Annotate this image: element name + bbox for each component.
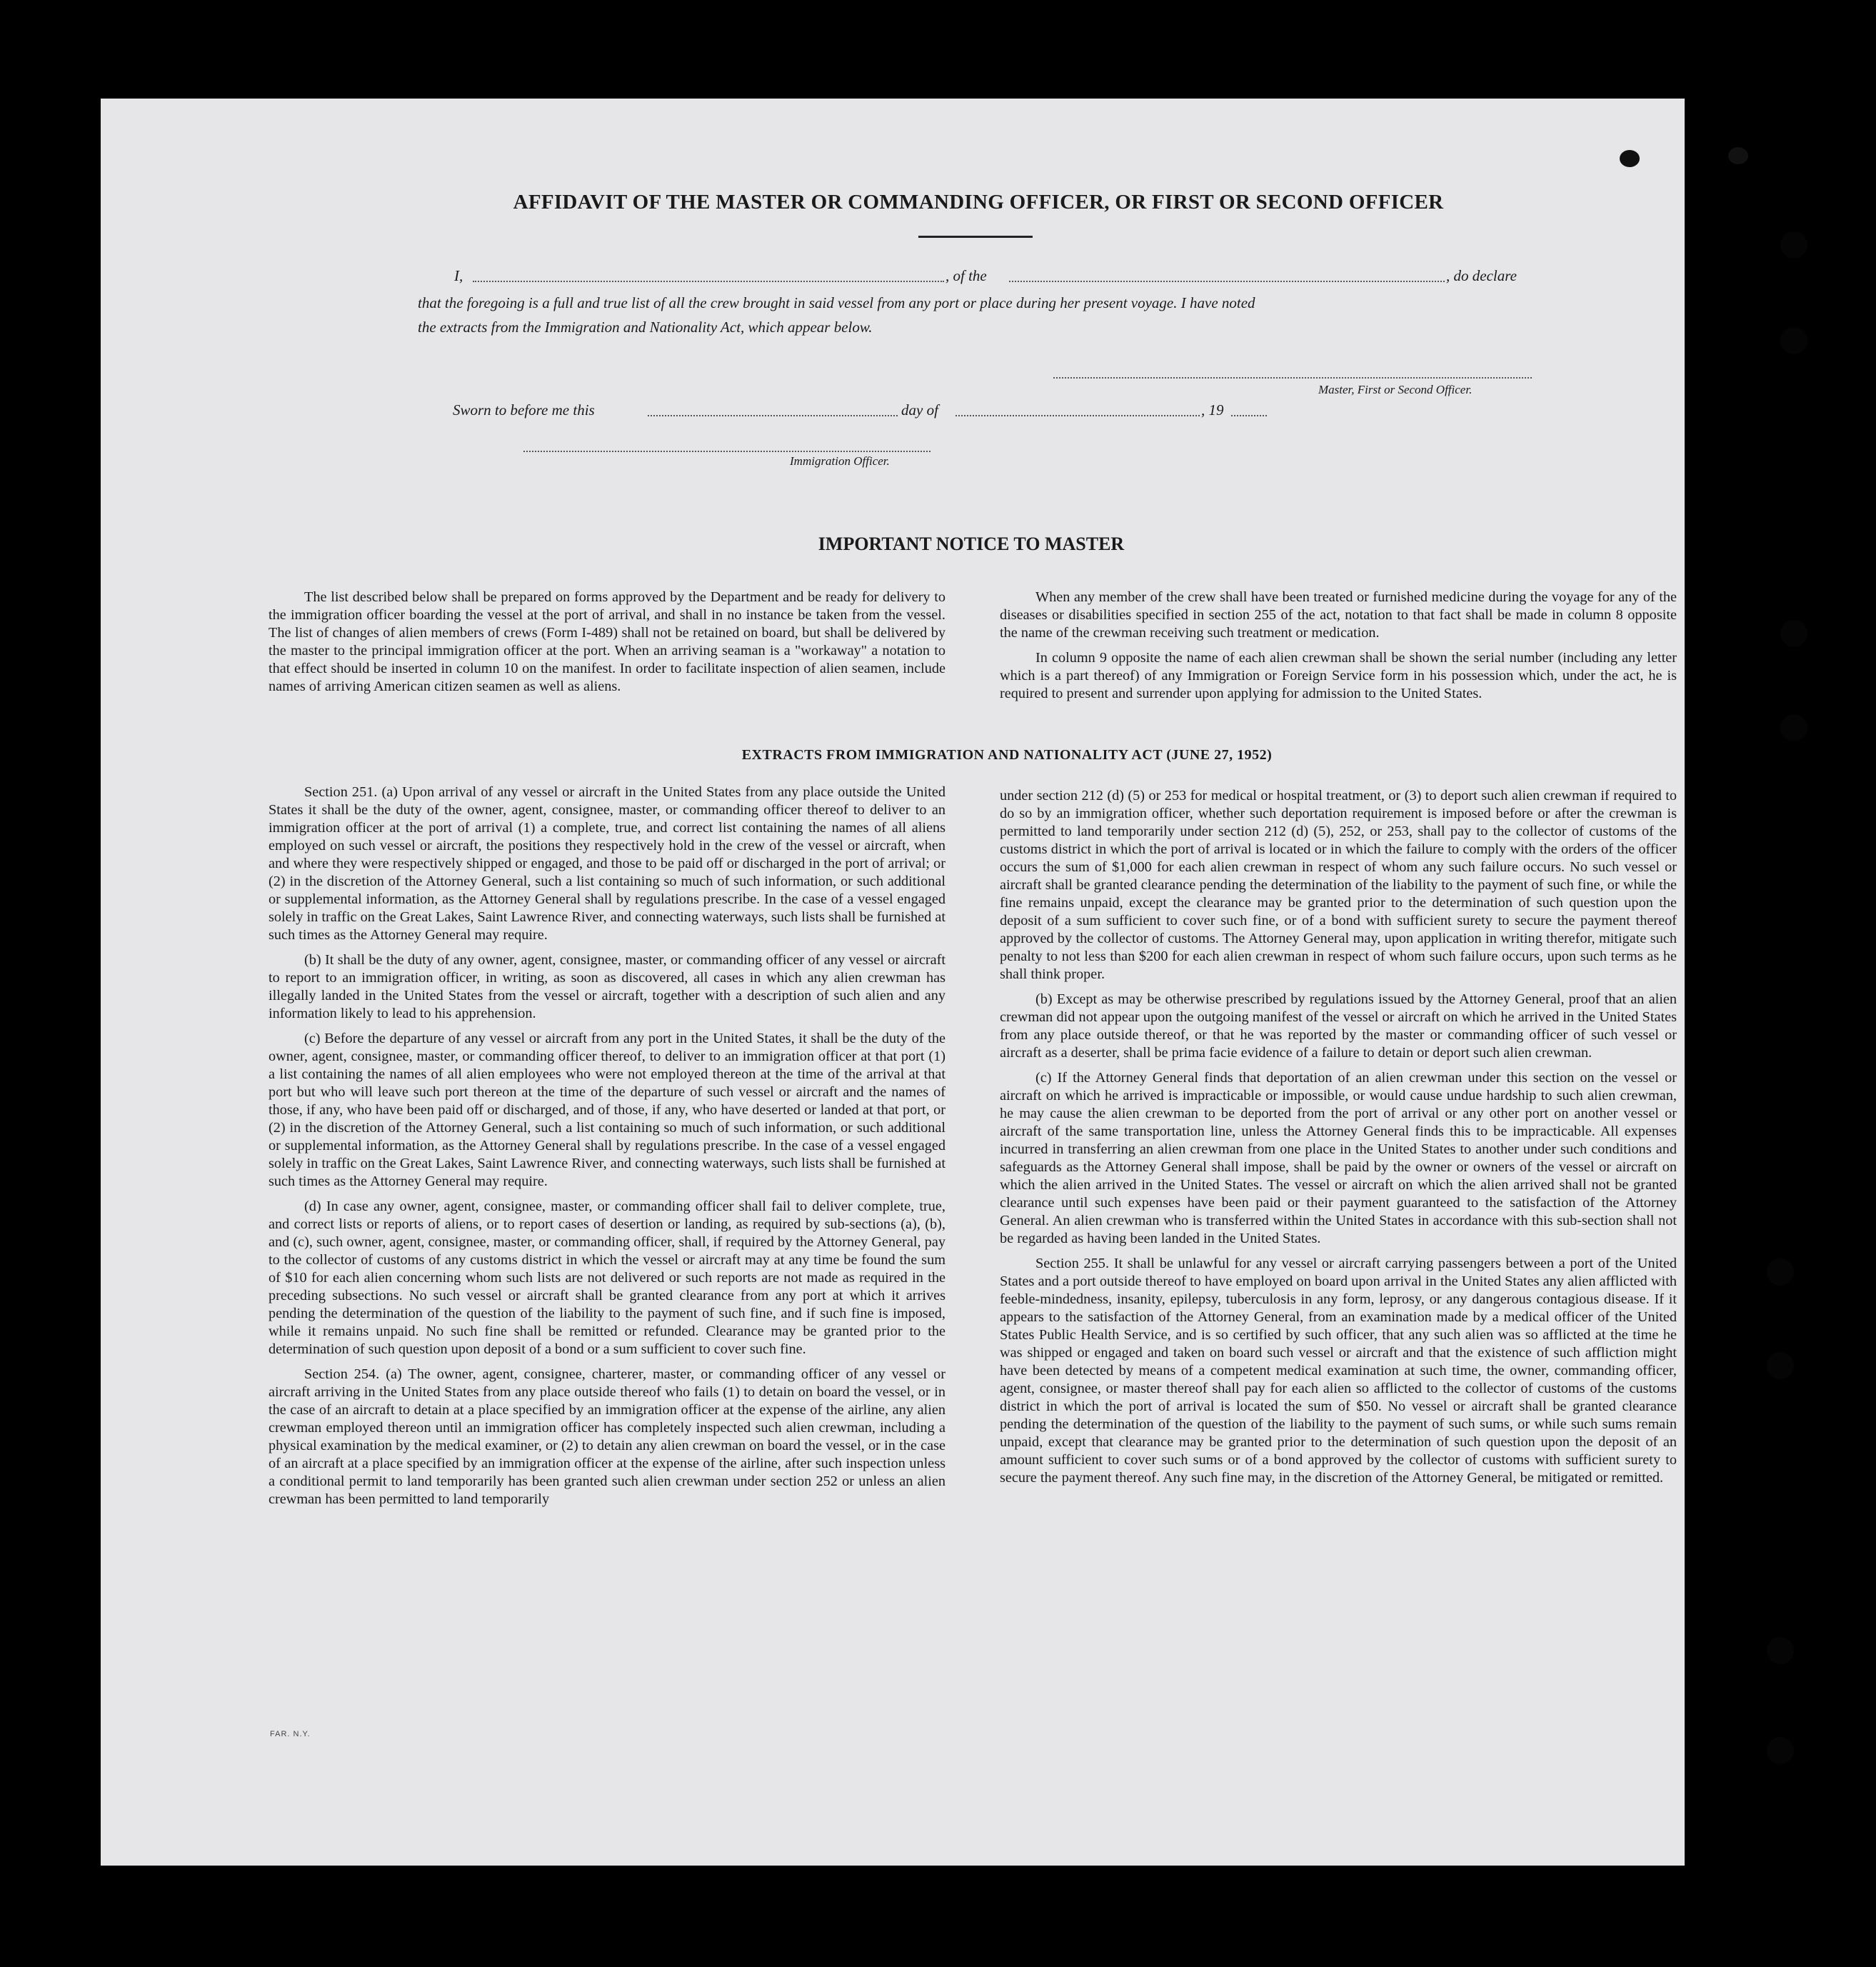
punch-hole (1780, 231, 1807, 259)
sworn-label: Sworn to before me this (453, 401, 595, 419)
punch-hole (1767, 1258, 1794, 1286)
extracts-title: EXTRACTS FROM IMMIGRATION AND NATIONALITY ACT (JUNE 27, 1952) (741, 747, 1273, 763)
section-254-a-continued: under section 212 (d) (5) or 253 for medical or hospital treatment, or (3) to deport such alien crewman if required to do so by an immigration officer, whether such deportation requirement is imposed before or after the crewman is permitted to land temporarily under section 212 (d) (5), 252, or 253, shall pay to the collector of customs of the customs district in which the port of arrival is located or in which the failure to comply with the orders of the officer occurs the sum of $1,000 for each alien crewman in respect of whom any such failure occurs. No such vessel or aircraft shall be granted clearance pending the determination of the liability to the payment of such fine, or while the fine remains unpaid, except the clearance may be granted prior to the determination of such question upon the deposit of a sum sufficient to cover such fine, or of a bond with sufficient surety to secure the payment thereof approved by the collector of customs. The Attorney General may, upon application in writing therefor, mitigate such penalty to not less than $200 for each alien crewman in respect of whom such failure occurs, upon such terms as he shall think proper. (1000, 788, 1677, 982)
notice-left-column (269, 589, 945, 696)
ink-speck (1620, 150, 1640, 167)
printer-mark: FAR. N.Y. (270, 1730, 311, 1738)
sworn-day-field[interactable] (648, 415, 898, 416)
immigration-officer-caption: Immigration Officer. (790, 454, 890, 468)
punch-hole (1780, 620, 1807, 647)
punch-hole (1767, 1637, 1794, 1664)
officer-signature-field[interactable] (1053, 377, 1532, 379)
year-label: , 19 (1201, 401, 1224, 419)
day-of-label: day of (901, 401, 938, 419)
section-251-c: (c) Before the departure of any vessel or aircraft from any port in the United States, it shall be the duty of the owner, agent, consignee, master, or commanding officer thereof, to deliver to an immigration officer at that port (1) a list containing the names of all alien employees who were not employed thereon at the time of the arrival at that port but who will leave such port thereon at the time of the departure of such vessel or aircraft and the names of those, if any, who have been paid off or discharged, and of those, if any, who have deserted or landed at that port, or (2) in the discretion of the Attorney General, such a list containing so much of such information, or such additional or supplemental information, as the Attorney General shall by regulations prescribe. In the case of a vessel engaged solely in traffic on the Great Lakes, Saint Lawrence River, and connecting waterways, such lists shall be furnished at such times as the Attorney General may require. (269, 1031, 945, 1189)
of-the-label: , of the (945, 267, 987, 284)
punch-hole (1767, 1737, 1794, 1764)
section-255: Section 255. It shall be unlawful for any vessel or aircraft carrying passengers between a port of the United States and a port outside thereof to have employed on board upon arrival in the United States any alien afflicted with feeble-mindedness, insanity, epilepsy, tuberculosis in any form, leprosy, or any dangerous contagious disease. If it appears to the satisfaction of the Attorney General, from an examination made by a medical officer of the United States Public Health Service, and is so certified by such officer, that any such alien was so afflicted at the time he was shipped or engaged and taken on board such vessel or aircraft and that the existence of such affliction might have been detected by means of a competent medical examination at such time, the owner, commanding officer, agent, consignee, or master thereof shall pay for each alien so afflicted to the collector of customs of the customs district in which the port of arrival is located the sum of $50. No vessel or aircraft shall be granted clearance pending the determination of the question of the liability to the payment of such sums, or while such sums remain unpaid, except that clearance may be granted prior to the determination of such question upon the deposit of an amount sufficient to cover such sums or of a bond approved by the collector of customs with sufficient surety to secure the payment thereof. Any such fine may, in the discretion of the Attorney General, be mitigated or remitted. (1000, 1256, 1677, 1486)
section-254-c: (c) If the Attorney General finds that deportation of an alien crewman under this section on the vessel or aircraft on which he arrived is impracticable or impossible, or would cause undue hardship to such alien crewman, he may cause the alien crewman to be deported from the port of arrival or any other port on another vessel or aircraft of the same transportation line, unless the Attorney General finds this to be impracticable. All expenses incurred in transferring an alien crewman from one place in the United States to another under such conditions and safeguards as the Attorney General shall impose, shall be paid by the owner or owners of the vessel or aircraft on which the alien arrived in the United States. The vessel or aircraft on which the alien arrived shall not be granted clearance until such expenses have been paid or their payment guaranteed to the satisfaction of the Attorney General. An alien crewman who is transferred within the United States in accordance with this sub-section shall not be regarded as having been landed in the United States. (1000, 1070, 1677, 1246)
ink-speck (1728, 147, 1748, 164)
bleed-through-mark (179, 161, 236, 182)
immigration-officer-signature-field[interactable] (523, 451, 931, 452)
vessel-name-field[interactable] (1009, 281, 1445, 282)
notice-right-column (1000, 589, 1677, 703)
do-declare-label: , do declare (1446, 267, 1517, 284)
punch-hole (1767, 1352, 1794, 1379)
affidavit-title: AFFIDAVIT OF THE MASTER OR COMMANDING OFFICER, OR FIRST OR SECOND OFFICER (513, 191, 1444, 214)
notice-paragraph: In column 9 opposite the name of each alien crewman shall be shown the serial number (including any letter which is a part thereof) of any Immigration or Foreign Service form in his possession which, under the act, he is required to present and surrender upon applying for admission to the United States. (1000, 650, 1677, 701)
declaration-text-line: that the foregoing is a full and true list of all the crew brought in said vessel from any port or place during her present voyage. I have noted (418, 294, 1255, 311)
sworn-month-field[interactable] (955, 415, 1200, 416)
declaration-text-line: the extracts from the Immigration and Nationality Act, which appear below. (418, 319, 873, 336)
notice-paragraph: The list described below shall be prepared on forms approved by the Department and be ready for delivery to the immigration officer boarding the vessel at the port of arrival, and shall in no instance be taken from the vessel. The list of changes of alien members of crews (Form I-489) shall not be retained on board, but shall be delivered by the master to the principal immigration officer at the port. When an arriving seaman is a "workaway" a notation to that effect should be inserted in column 10 on the manifest. In order to facilitate inspection of alien seamen, include names of arriving American citizen seamen as well as aliens. (269, 589, 945, 694)
section-254-b: (b) Except as may be otherwise prescribed by regulations issued by the Attorney General, proof that an alien crewman did not appear upon the outgoing manifest of the vessel or aircraft on which he arrived in the United States from any place outside thereof, or that he was reported by the master or commanding officer of such vessel or aircraft as a deserter, shall be prima facie evidence of a failure to detain or deport such alien crewman. (1000, 991, 1677, 1061)
section-251-a: Section 251. (a) Upon arrival of any vessel or aircraft in the United States from any place outside the United States it shall be the duty of the owner, agent, consignee, master, or commanding officer thereof to deliver to an immigration officer at the port of arrival (1) a complete, true, and correct list containing the names of all aliens employed on such vessel or aircraft, the positions they respectively hold in the crew of the vessel or aircraft, when and where they were respectively shipped or engaged, and those to be paid off or discharged in the port of arrival; or (2) in the discretion of the Attorney General, such a list containing so much of such information, or such additional or supplemental information, as the Attorney General shall by regulations prescribe. In the case of a vessel engaged solely in traffic on the Great Lakes, Saint Lawrence River, and connecting waterways, such lists shall be furnished at such times as the Attorney General may require. (269, 784, 945, 943)
punch-hole (1780, 714, 1807, 741)
sworn-year-field[interactable] (1231, 415, 1267, 416)
section-251-d: (d) In case any owner, agent, consignee, master, or commanding officer shall fail to deliver complete, true, and correct lists or reports of aliens, or to report cases of desertion or landing, as required by sub-sections (a), (b), and (c), such owner, agent, consignee, master, or commanding officer, shall, if required by the Attorney General, pay to the collector of customs of any customs district in which the vessel or aircraft may at any time be found the sum of $10 for each alien concerning whom such lists are not delivered or such reports are not made as required in the preceding subsections. No such vessel or aircraft shall be granted clearance from any port at which it arrives pending the determination of the question of the liability to the payment of such fine, and if such fine is imposed, while it remains unpaid. No such fine shall be remitted or refunded. Clearance may be granted prior to the determination of such question upon deposit of a bond or a sum sufficient to cover such fine. (269, 1198, 945, 1357)
punch-hole (1780, 327, 1807, 354)
title-underline (918, 236, 1033, 238)
declarant-prefix: I, (454, 267, 463, 284)
notice-title: IMPORTANT NOTICE TO MASTER (818, 534, 1125, 554)
officer-signature-caption: Master, First or Second Officer. (1318, 383, 1473, 396)
extracts-right-column (1000, 787, 1677, 1487)
section-254-a: Section 254. (a) The owner, agent, consignee, charterer, master, or commanding officer of any vessel or aircraft arriving in the United States from any place outside thereof who fails (1) to detain on board the vessel, or in the case of an aircraft to detain at a place specified by an immigration officer at the expense of the airline, any alien crewman employed thereon until an immigration officer has completely inspected such alien crewman, including a physical examination by the medical examiner, or (2) to detain any alien crewman on board the vessel, or in the case of an aircraft at a place specified by an immigration officer at the expense of the airline, after such inspection unless a conditional permit to land temporarily has been granted such alien crewman under section 252 or unless an alien crewman has been permitted to land temporarily (269, 1366, 945, 1507)
extracts-left-column (269, 784, 945, 1508)
notice-paragraph: When any member of the crew shall have been treated or furnished medicine during the voyage for any of the diseases or disabilities specified in section 255 of the act, notation to that fact shall be made in column 8 opposite the name of the crewman receiving such treatment or medication. (1000, 589, 1677, 641)
declarant-name-field[interactable] (473, 281, 944, 282)
section-251-b: (b) It shall be the duty of any owner, agent, consignee, master, or commanding officer of any vessel or aircraft to report to an immigration officer, in writing, as soon as discovered, all cases in which any alien crewman has illegally landed in the United States from the vessel or aircraft, together with a description of such alien and any information likely to lead to his apprehension. (269, 952, 945, 1021)
